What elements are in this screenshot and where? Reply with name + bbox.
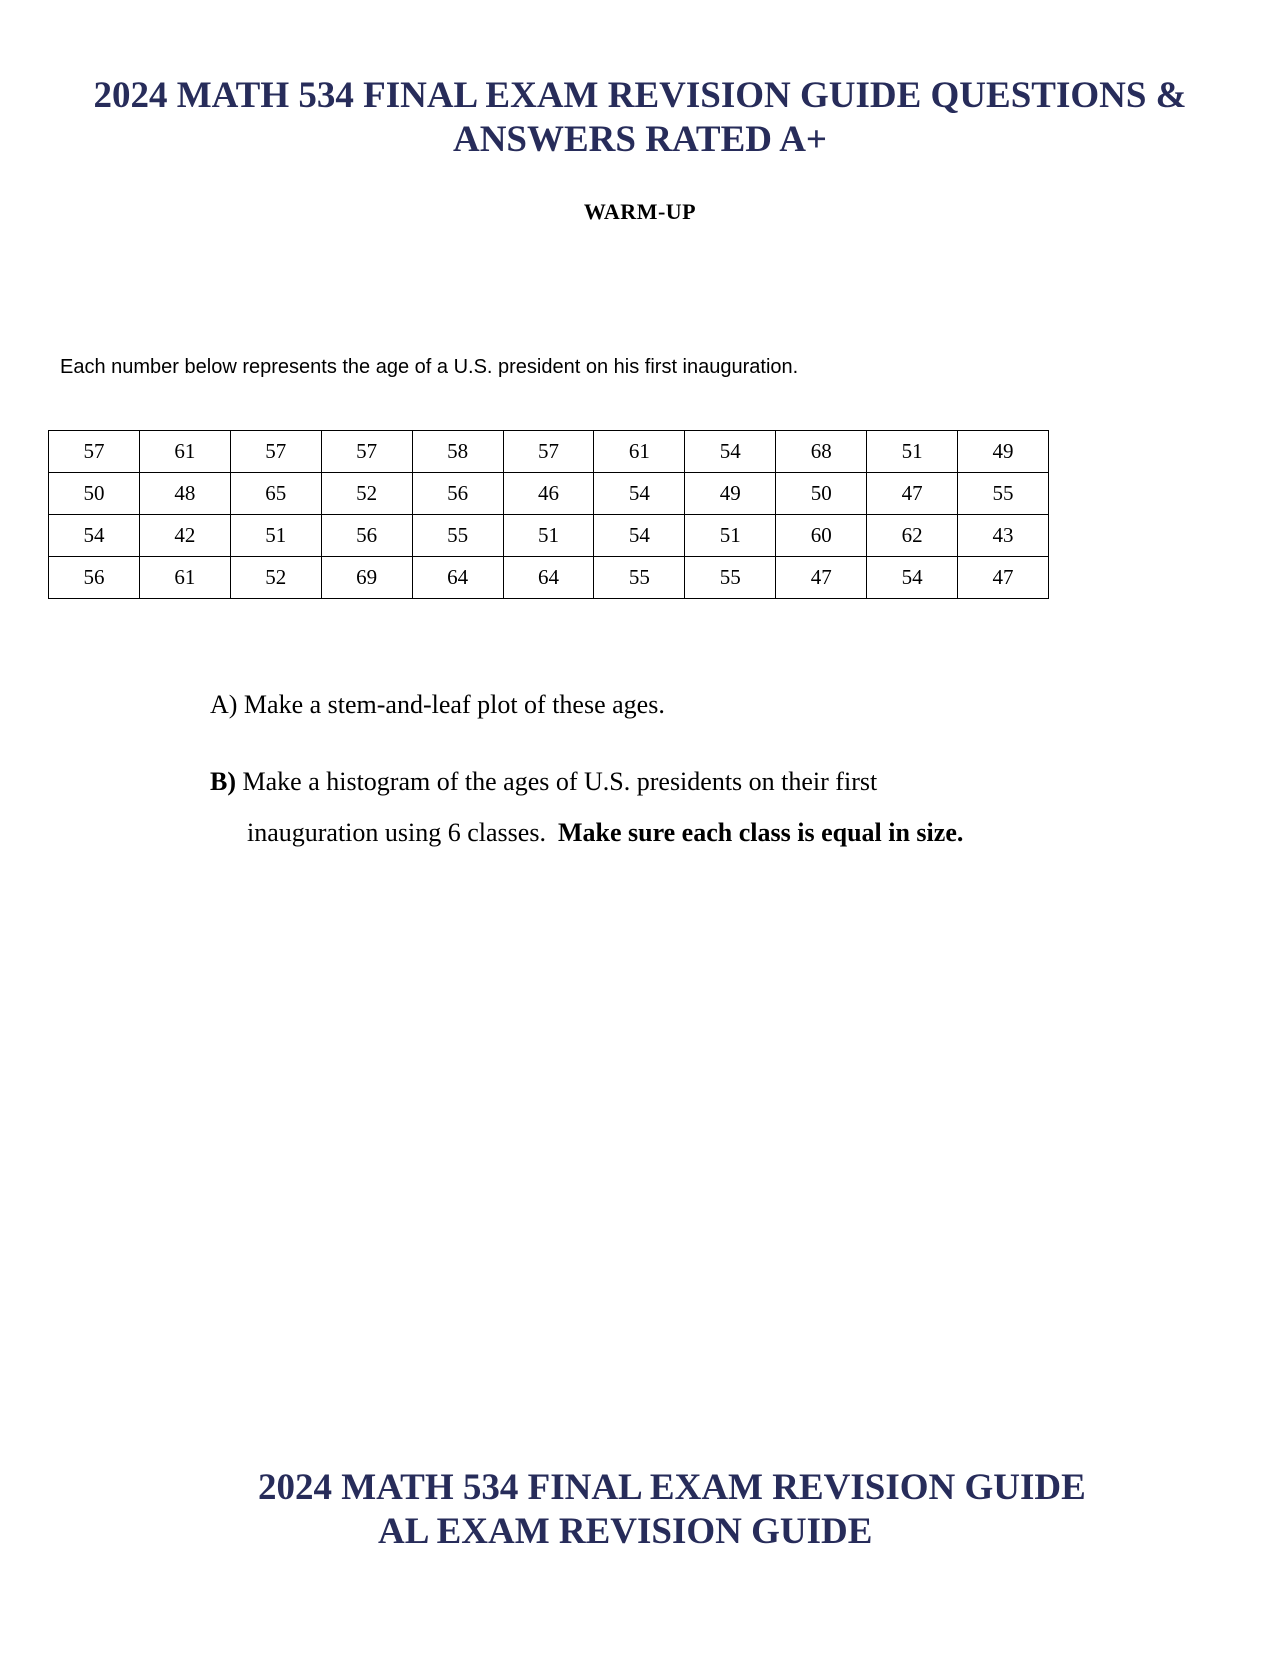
table-cell: 55	[685, 557, 776, 599]
table-cell: 64	[412, 557, 503, 599]
table-cell: 43	[958, 515, 1049, 557]
table-cell: 56	[321, 515, 412, 557]
table-cell: 54	[594, 515, 685, 557]
footer-line-2: AL EXAM REVISION GUIDE	[378, 1511, 873, 1552]
document-title-line-1: 2024 MATH 534 FINAL EXAM REVISION GUIDE QUESTIONS &	[93, 75, 1187, 116]
question-b-line-1	[210, 766, 877, 798]
question-b-label: B)	[210, 767, 236, 796]
ages-table	[48, 430, 1049, 599]
table-cell: 69	[321, 557, 412, 599]
table-cell: 62	[867, 515, 958, 557]
table-cell: 57	[49, 431, 140, 473]
table-cell: 51	[230, 515, 321, 557]
table-cell: 51	[685, 515, 776, 557]
table-cell: 61	[139, 557, 230, 599]
table-cell: 42	[139, 515, 230, 557]
table-cell: 61	[594, 431, 685, 473]
table-cell: 52	[230, 557, 321, 599]
table-cell: 64	[503, 557, 594, 599]
document-title-line-2: ANSWERS RATED A+	[452, 119, 828, 160]
table-cell: 48	[139, 473, 230, 515]
table-cell: 65	[230, 473, 321, 515]
table-cell: 50	[776, 473, 867, 515]
table-row	[49, 515, 1049, 557]
document-title	[40, 74, 1240, 162]
question-b-text-2: inauguration using 6 classes.	[247, 818, 546, 847]
table-cell: 60	[776, 515, 867, 557]
table-cell: 46	[503, 473, 594, 515]
intro-text: Each number below represents the age of a U.S. president on his first inauguration.	[60, 356, 799, 378]
question-b-line-2	[247, 817, 963, 849]
table-cell: 54	[594, 473, 685, 515]
table-cell: 55	[958, 473, 1049, 515]
footer-line-1: 2024 MATH 534 FINAL EXAM REVISION GUIDE	[258, 1467, 1086, 1508]
table-cell: 58	[412, 431, 503, 473]
table-row	[49, 431, 1049, 473]
table-cell: 47	[958, 557, 1049, 599]
table-cell: 55	[412, 515, 503, 557]
question-b-emphasis: Make sure each class is equal in size.	[557, 818, 964, 847]
table-cell: 68	[776, 431, 867, 473]
table-cell: 47	[776, 557, 867, 599]
table-cell: 52	[321, 473, 412, 515]
table-cell: 57	[503, 431, 594, 473]
table-cell: 55	[594, 557, 685, 599]
table-cell: 57	[230, 431, 321, 473]
table-cell: 49	[958, 431, 1049, 473]
question-b-text-1: Make a histogram of the ages of U.S. presidents on their first	[242, 767, 878, 796]
question-a: A) Make a stem-and-leaf plot of these ages.	[210, 690, 665, 719]
table-cell: 56	[49, 557, 140, 599]
table-cell: 56	[412, 473, 503, 515]
table-cell: 54	[685, 431, 776, 473]
table-cell: 50	[49, 473, 140, 515]
table-cell: 49	[685, 473, 776, 515]
table-cell: 47	[867, 473, 958, 515]
table-cell: 57	[321, 431, 412, 473]
ages-table-body	[49, 431, 1049, 599]
table-cell: 51	[503, 515, 594, 557]
table-cell: 61	[139, 431, 230, 473]
table-cell: 54	[867, 557, 958, 599]
section-heading: WARM-UP	[583, 199, 697, 224]
table-row	[49, 473, 1049, 515]
table-cell: 54	[49, 515, 140, 557]
table-row	[49, 557, 1049, 599]
table-cell: 51	[867, 431, 958, 473]
